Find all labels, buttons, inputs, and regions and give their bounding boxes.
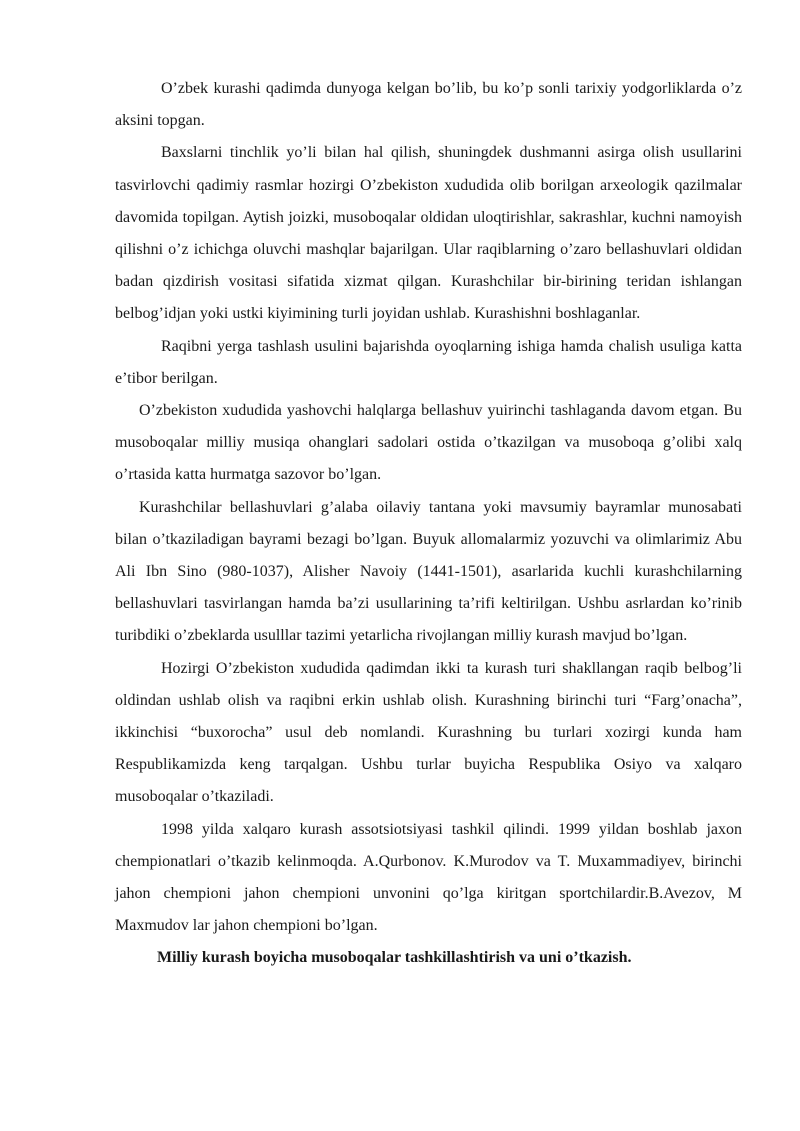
paragraph-intro: O’zbek kurashi qadimda dunyoga kelgan bo’lib, bu ko’p sonli tarixiy yodgorliklarda o’z aksini topgan. [115, 80, 742, 130]
paragraph-archaeology: Baxslarni tinchlik yo’li bilan hal qilish, shuningdek dushmanni asirga olish usullarini tasvirlovchi qadimiy rasmlar hozirgi O’zbekiston xududida olib borilgan arxeologik qazilmalar davomida topilgan. Aytish joizki, musoboqalar oldidan uloqtirishlar, sakrashlar, kuchni namoyish qilishni o’z ichichga oluvchi mashqlar bajarilgan. Ular raqiblarning o’zaro bellashuvlari oldidan badan qizdirish vositasi sifatida xizmat qilgan. Kurashchilar bir-birining teridan ishlangan belbog’idjan yoki ustki kiyimining turli joyidan ushlab. Kurashishni boshlaganlar. [115, 144, 742, 323]
section-heading: Milliy kurash boyicha musoboqalar tashkillashtirish va uni o’tkazish. [157, 949, 632, 967]
paragraph-technique: Raqibni yerga tashlash usulini bajarishda oyoqlarning ishiga hamda chalish usuliga katta e’tibor berilgan. [115, 337, 742, 387]
paragraph-history: Kurashchilar bellashuvlari g’alaba oilaviy tantana yoki mavsumiy bayramlar munosabati bilan o’tkaziladigan bayrami bezagi bo’lgan. Buyuk allomalarmiz yozuvchi va olimlarimiz Abu Ali Ibn Sino (980-1037), Alisher Navoiy (1441-1501), asarlarida kuchli kurashchilarning bellashuvlari tasvirlangan hamda ba’zi usullarining ta’rifi keltirilgan. Ushbu asrlardan ko’rinib turibdiki o’zbeklarda usulllar tazimi yetarlicha rivojlangan milliy kurash mavjud bo’lgan. [115, 498, 742, 645]
document-page [115, 73, 742, 975]
paragraph-styles: Hozirgi O’zbekiston xududida qadimdan ikki ta kurash turi shakllangan raqib belbog’li oldindan ushlab olish va raqibni erkin ushlab olish. Kurashning birinchi turi “Farg’onacha”, ikkinchisi “buxorocha” usul deb nomlandi. Kurashning bu turlari xozirgi kunda ham Respublikamizda keng tarqalgan. Ushbu turlar buyicha Respublika Osiyo va xalqaro musoboqalar o’tkaziladi. [115, 659, 742, 806]
paragraph-championships: 1998 yilda xalqaro kurash assotsiotsiyasi tashkil qilindi. 1999 yildan boshlab jaxon chempionatlari o’tkazib kelinmoqda. A.Qurbonov. K.Murodov va T. Muxammadiyev, birinchi jahon chempioni jahon chempioni unvonini qo’lga kiritgan sportchilardir.B.Avezov, M Maxmudov lar jahon chempioni bo’lgan. [115, 820, 742, 935]
paragraph-competitions: O’zbekiston xududida yashovchi halqlarga bellashuv yuirinchi tashlaganda davom etgan. Bu musoboqalar milliy musiqa ohanglari sadolari ostida o’tkazilgan va musoboqa g’olibi xalq o’rtasida katta hurmatga sazovor bo’lgan. [115, 402, 742, 484]
